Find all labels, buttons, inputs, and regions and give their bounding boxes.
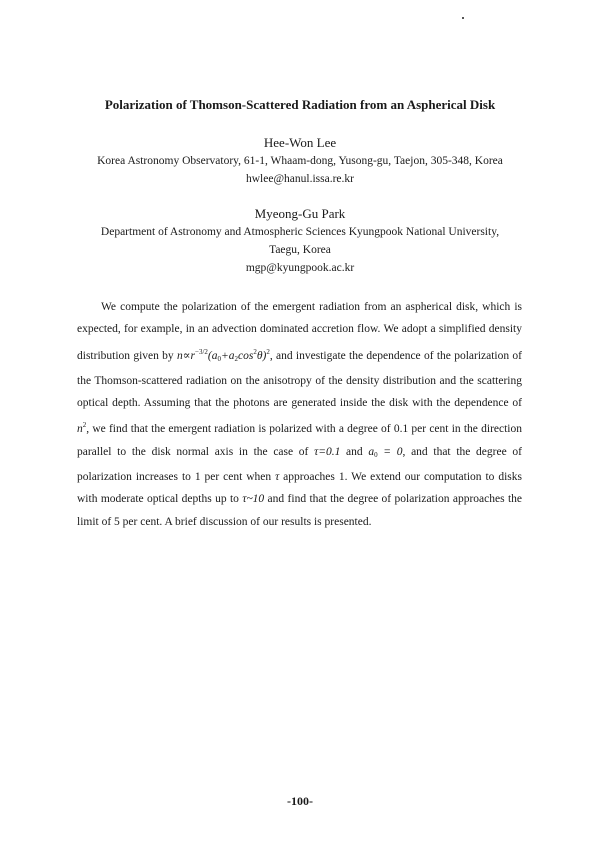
author-email: mgp@kyungpook.ac.kr <box>245 262 355 274</box>
a0-value: $a_0 = 0$ <box>368 445 403 459</box>
abstract-text: and <box>340 445 369 458</box>
abstract <box>77 296 522 533</box>
tau-value: τ=0.1 <box>314 445 341 458</box>
page-number: -100- <box>287 794 313 808</box>
author-name: Hee-Won Lee <box>263 135 337 150</box>
n-squared: $n^2$ <box>77 421 87 436</box>
author-email: hwlee@hanul.issa.re.kr <box>246 173 354 185</box>
abstract-text: , and that the degree of polarization increases to 1 per cent when <box>77 445 522 484</box>
scan-speck <box>462 17 464 19</box>
paper-title: Polarization of Thomson-Scattered Radiation from an Aspherical Disk <box>104 97 496 112</box>
abstract-text: approaches 1. We extend our computation to disks with moderate optical depths up to <box>77 471 522 506</box>
author-block-1 <box>0 134 600 188</box>
author-block-2 <box>0 205 600 277</box>
author-name: Myeong-Gu Park <box>254 206 346 221</box>
author-affiliation: Department of Astronomy and Atmospheric Sciences Kyungpook National University, <box>100 226 500 238</box>
author-affiliation: Korea Astronomy Observatory, 61-1, Whaam-dong, Yusong-gu, Taejon, 305-348, Korea <box>97 155 503 167</box>
density-formula: $n\propto r^{-3/2}(a_0+a_2\cos^2\theta)^2$ <box>176 347 270 363</box>
abstract-text: We compute the polarization of the emergent radiation from an aspherical disk, which is expected, for example, in an advection dominated accretion flow. We adopt a simplified density distribution given by <box>77 301 522 362</box>
abstract-text: , we find that the emergent radiation is polarized with a degree of 0.1 per cent in the direction parallel to the disk normal axis in the case of <box>77 423 522 458</box>
abstract-text: , and investigate the dependence of the polarization of the Thomson-scattered radiation on the anisotropy of the density distribution and the scattering optical depth. Assuming that the photons are generated inside the disk with the dependence of <box>77 349 522 410</box>
tau-approx: τ~10 <box>242 493 265 506</box>
tau-symbol: τ <box>275 471 280 484</box>
author-affiliation-city: Taegu, Korea <box>269 244 331 256</box>
abstract-text: and find that the degree of polarization approaches the limit of 5 per cent. A brief discussion of our results is presented. <box>77 493 522 528</box>
abstract-paragraph <box>77 296 522 533</box>
